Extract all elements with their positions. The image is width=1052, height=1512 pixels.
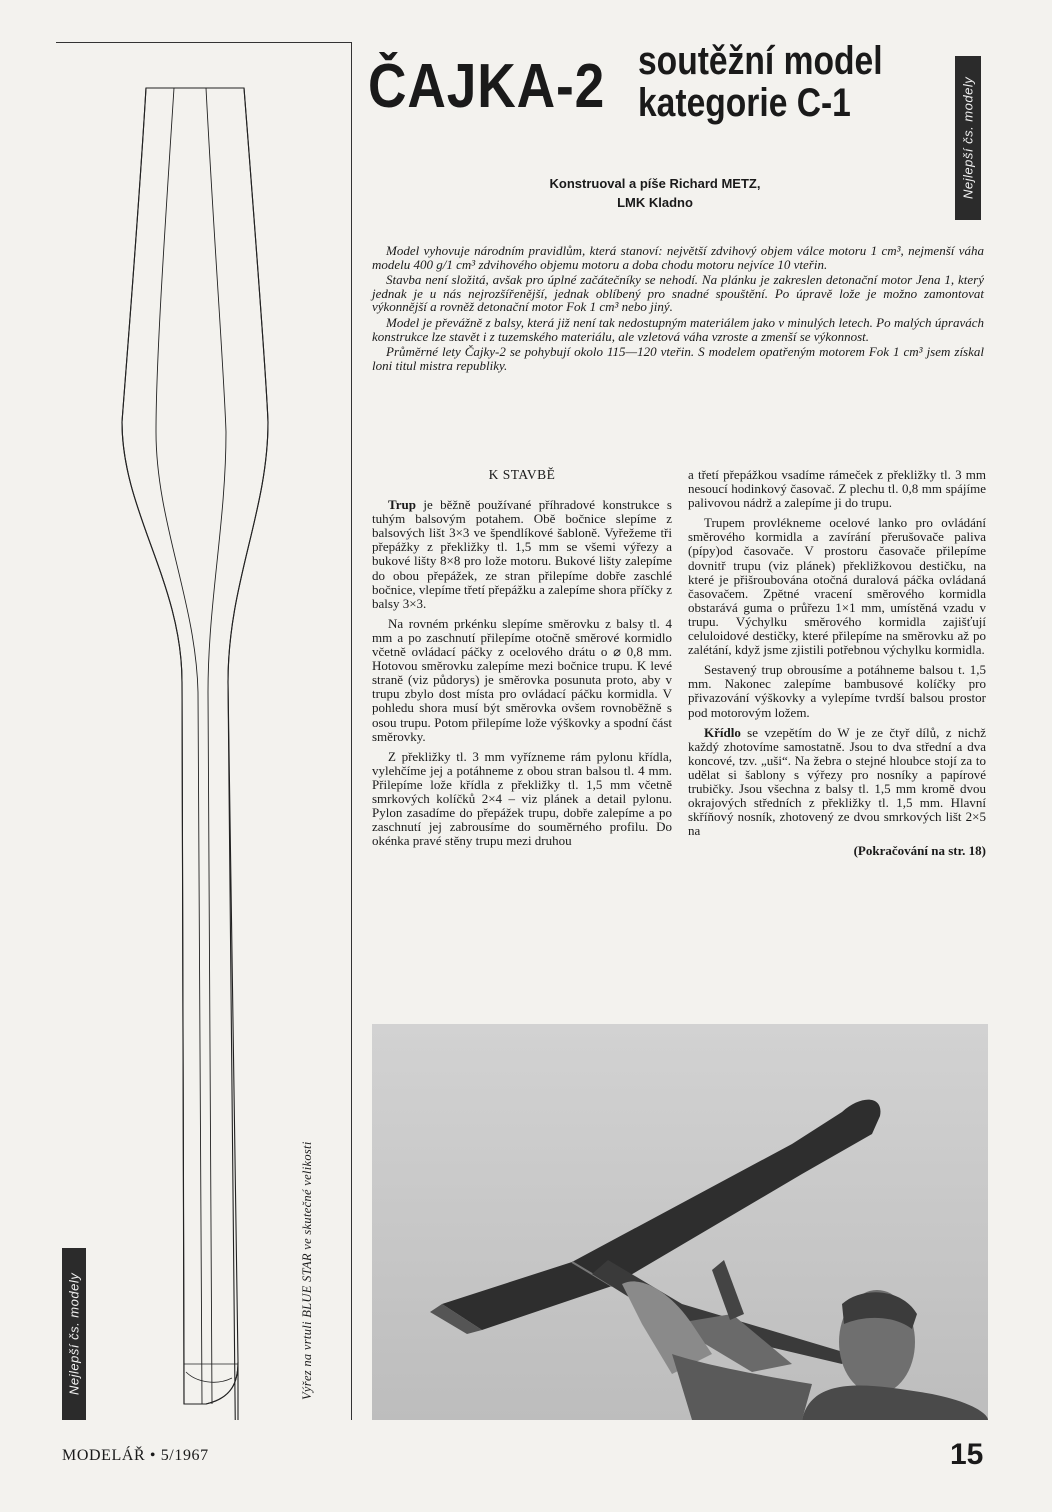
author-credit [460, 174, 850, 212]
intro-paragraph: Stavba není složitá, avšak pro úplné začátečníky se nehodí. Na plánku je zakreslen detonační motor Jena 1, který jednak je u nás nejrozšířenější, jednak oblíbený pro snadné spouštění. Po úpravě lože je možno zamontovat výkonnější a rovněž detonační motor Fok 1 cm³ nebo jiný. [372, 272, 984, 315]
subtitle-line-2: kategorie C-1 [638, 81, 851, 125]
body-paragraph: Křídlo se vzepětím do W je ze čtyř dílů, z nichž každý zhotovíme samostatně. Jsou to dva střední a dva koncové, tzv. „uši“. Na žebra o stejné hloubce stojí za to udělat si šablony s výřezy pro nosníky a papírové trubičky. Jsou všechna z balsy tl. 1,5 mm kromě dvou okrajových středních z překližky tl. 1,5 mm. Hlavní skříňový nosník, zhotovený ze dvou smrkových lišt 2×5 na [688, 724, 986, 839]
model-photo [372, 1024, 988, 1420]
body-column-2 [688, 468, 986, 858]
magazine-issue: MODELÁŘ • 5/1967 [62, 1447, 209, 1464]
intro-text [372, 244, 984, 374]
body-paragraph: Z překližky tl. 3 mm vyřízneme rám pylonu křídla, vylehčíme jej a potáhneme z obou stran balsou tl. 4 mm. Přilepíme lože křídla z překližky tl. 1,5 mm včetně smrkových kolíčků 2×4 – viz plánek a detail pylonu. Pylon zasadíme do přepážek trupu, dobře zalepíme a po zaschnutí jej zabrousíme do souměrného profilu. Do okénka pravé stěny trupu mezi druhou [372, 748, 672, 849]
author-line-2: LMK Kladno [617, 195, 693, 210]
body-paragraph: Trupem provlékneme ocelové lanko pro ovládání směrového kormidla a zavírání přerušovače paliva (pípy)od časovače. V prostoru časovače přilepíme dovnitř trupu (viz plánek) překližkovou destičku, na které je přišroubována otočná duralová páčka ovládaná časovačem. Zpětné vracení směrového kormidla obstarává guma o průřezu 1×1 mm, umístěná vzadu v trupu. Výchylku směrového kormidla zajišťují celuloidové destičky, které přilepíme na směrovku až po zalétání, když jsme zjistili potřebnou výchylku kormidla. [688, 515, 986, 658]
intro-paragraph: Model vyhovuje národním pravidlům, která stanoví: největší zdvihový objem válce motoru 1 cm³, nejmenší váha modelu 400 g/1 cm³ zdvihového objemu motoru a doba chodu motoru nejvíce 10 vteřin. [372, 243, 984, 272]
section-heading: K STAVBĚ [488, 467, 556, 482]
body-paragraph: a třetí přepážkou vsadíme rámeček z překližky tl. 3 mm nesoucí hodinkový časovač. Z plechu tl. 0,8 mm spájíme palivovou nádrž a zalepíme ji do trupu. [688, 467, 986, 511]
continued-note: (Pokračování na str. 18) [853, 843, 986, 859]
side-tag-right: Nejlepší čs. modely [955, 56, 981, 220]
photo-illustration [372, 1024, 988, 1420]
page-number: 15 [950, 1438, 984, 1471]
body-paragraph: Trup je běžně používané příhradové konstrukce s tuhým balsovým potahem. Obě bočnice slepíme z balsových lišt 3×3 ve špendlíkové šabloně. Vyřežeme tři přepážky z překližky tl. 1,5 mm se všemi výřezy a bukové lišty 8×8 pro lože motoru. Bukové lišty zalepíme do obou přepážek, ze stran přilepíme dobře zaschlé bočnice, vlepíme třetí přepážku a zalepíme shora příčky z balsy 3×3. [372, 497, 672, 611]
intro-paragraph: Průměrné lety Čajky-2 se pohybují okolo 115—120 vteřin. S modelem opatřeným motorem Fok 1 cm³ jsem získal loni titul mistra republiky. [372, 344, 984, 373]
author-line-1: Konstruoval a píše Richard METZ, [549, 176, 761, 191]
article-title: ČAJKA-2 [368, 52, 606, 121]
subtitle-line-1: soutěžní model [638, 39, 883, 83]
side-tag-left: Nejlepší čs. modely [62, 1248, 86, 1420]
intro-paragraph: Model je převážně z balsy, která již není tak nedostupným materiálem jako v minulých letech. Po malých úpravách konstrukce lze stavět i z tuzemského materiálu, ale vzletová váha vzroste a zmenší se výkonnost. [372, 314, 984, 344]
body-paragraph: Sestavený trup obrousíme a potáhneme balsou t. 1,5 mm. Nakonec zalepíme bambusové kolíčky pro přivazování výškovky a vylepíme tvrdší balsou prostor pod motorovým ložem. [688, 662, 986, 720]
article-subtitle [638, 40, 883, 124]
paragraph-lead: Křídlo [704, 724, 741, 740]
paragraph-lead: Trup [388, 497, 416, 513]
body-column-1 [372, 468, 672, 854]
body-paragraph: Na rovném prkénku slepíme směrovku z balsy tl. 4 mm a po zaschnutí přilepíme otočně směrové kormidlo včetně ovládací páčky z ocelového drátu o ⌀ 0,8 mm. Hotovou směrovku zalepíme mezi bočnice trupu. K levé straně (viz půdorys) je směrovka posunuta proto, aby v trupu zbylo dost místa pro ovládací páčku kormidla. V pohledu shora musí být směrovka ovšem rovnoběžně s osou trupu. Potom přilepíme lože výškovky a spodní část směrovky. [372, 615, 672, 744]
plan-caption: Výřez na vrtuli BLUE STAR ve skutečné velikosti [300, 1141, 314, 1400]
